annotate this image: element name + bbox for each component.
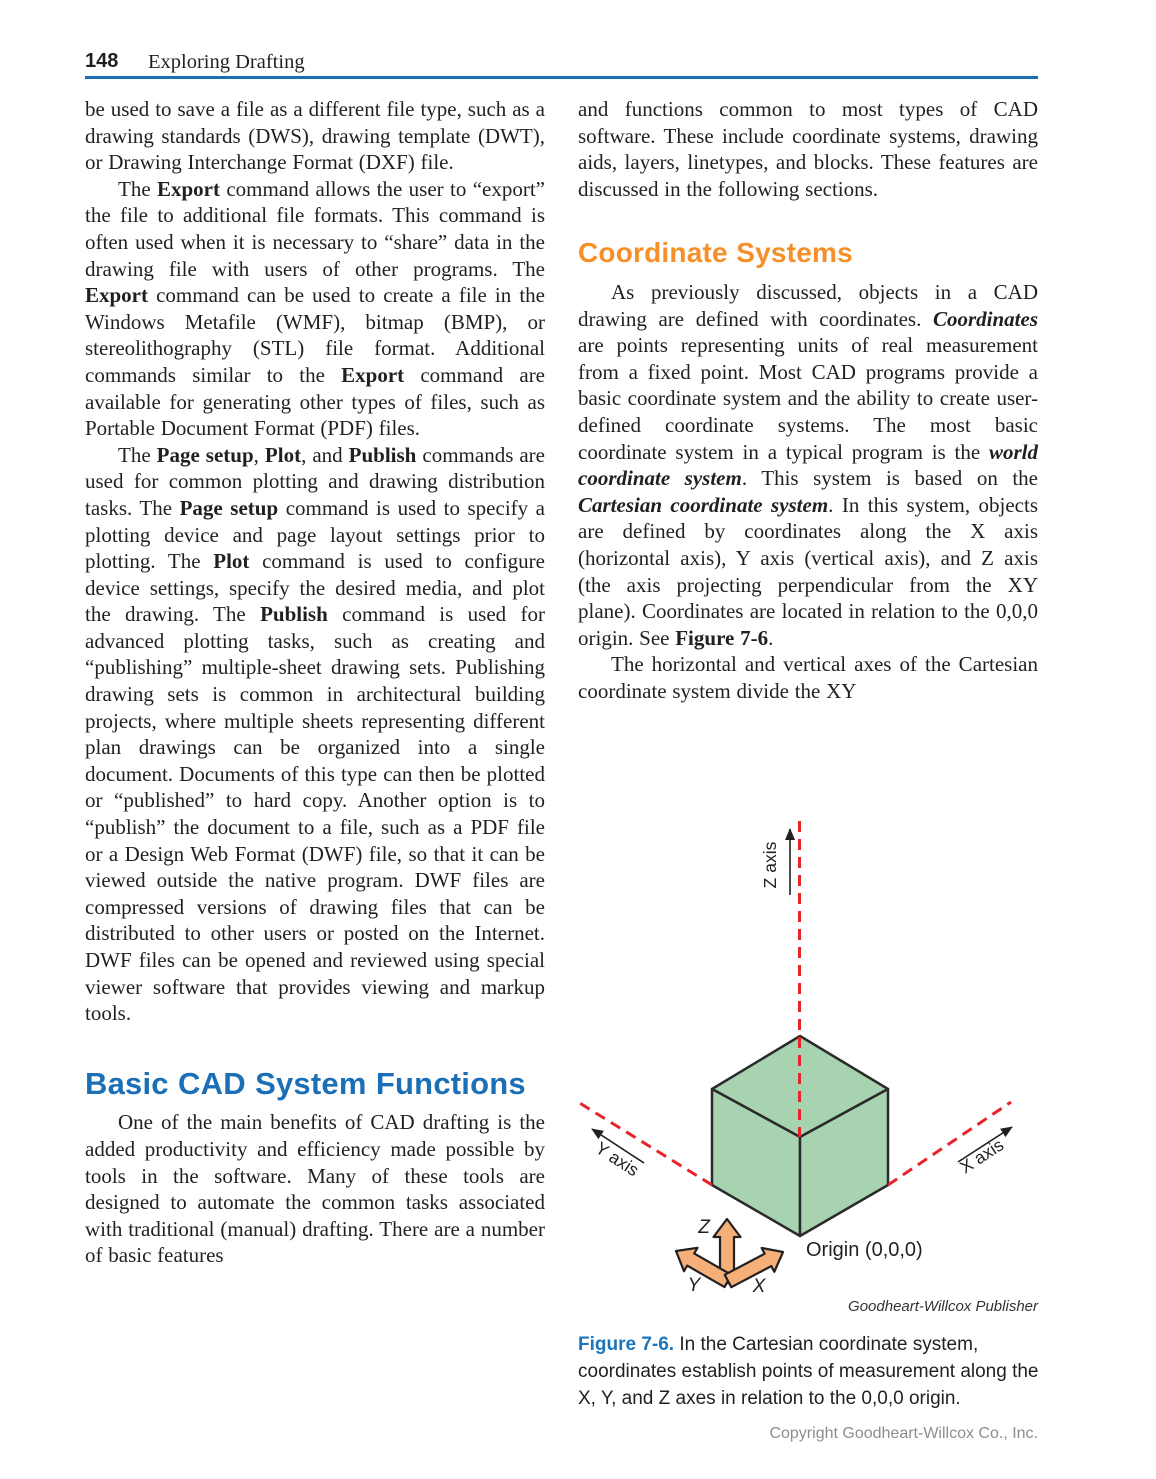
section-heading-basic-cad-system-functions: Basic CAD System Functions	[85, 1065, 526, 1101]
paragraph: The horizontal and vertical axes of the Cartesian coordinate system divide the XY	[578, 652, 1038, 703]
paragraph: The Page setup, Plot, and Publish commands are used for common plotting and drawing distribution tasks. The Page setup command is used to specify a plotting device and page layout settings prior to plotting. The Plot command is used to configure device settings, specify the desired media, and plot the drawing. The Publish command is used for advanced plotting tasks, such as creating and “publishing” multiple-sheet drawing sets. Publishing drawing sets is common in architectural building projects, where multiple sheets representing different plan drawings can be organized into a single document. Documents of this type can then be plotted or “published” to hard copy. Another option is to “publish” the document to a file, such as a PDF file or a Design Web Format (DWF) file, so that it can be viewed outside the native program. DWF files are compressed versions of drawing files that can be distributed to other users or posted on the Internet. DWF files can be opened and reviewed using special viewer software that provides viewing and markup tools.	[85, 442, 546, 1026]
paragraph: The Export command allows the user to “export” the file to additional file formats. This command is often used when it is necessary to “share” data in the drawing file with users of other programs. The Export command can be used to create a file in the Windows Metafile (WMF), bitmap (BMP), or stereolithography (STL) file format. Additional commands similar to the Export command are available for generating other types of files, such as Portable Document Format (PDF) files.	[85, 176, 546, 441]
copyright-footer: Copyright Goodheart-Willcox Co., Inc.	[769, 1425, 1038, 1442]
paragraph: As previously discussed, objects in a CAD drawing are defined with coordinates. Coordinates are points representing units of real measurement from a fixed point. Most CAD programs provide a basic coordinate system and the ability to create user-defined coordinate systems. The most basic coordinate system in a typical program is the world coordinate system. This system is based on the Cartesian coordinate system. In this system, objects are defined by coordinates along the X axis (horizontal axis), Y axis (vertical axis), and Z axis (the axis projecting perpendicular from the XY plane). Coordinates are located in relation to the 0,0,0 origin. See Figure 7-6.	[578, 279, 1038, 650]
ucs-x-label: X	[752, 1276, 766, 1297]
paragraph: One of the main benefits of CAD drafting is the added productivity and efficiency made possible by tools in the software. Many of these tools are designed to automate the common tasks associated with traditional (manual) drafting. There are a number of basic features	[85, 1110, 545, 1268]
page-number: 148	[85, 50, 119, 72]
y-axis-label: Y axis	[591, 1137, 643, 1181]
ucs-axes-icon	[676, 1217, 783, 1297]
figure-credit: Goodheart-Willcox Publisher	[848, 1298, 1038, 1315]
z-axis-label: Z axis	[760, 841, 780, 889]
left-column	[85, 96, 545, 1269]
right-column	[578, 96, 1038, 704]
ucs-z-label: Z	[698, 1217, 710, 1238]
subsection-heading-coordinate-systems: Coordinate Systems	[578, 237, 853, 269]
origin-label: Origin (0,0,0)	[806, 1239, 923, 1261]
x-axis-label: X axis	[956, 1134, 1008, 1178]
figure-caption: Figure 7-6. In the Cartesian coordinate system, coordinates establish points of measurement along the X, Y, and Z axes in relation to the 0,0,0 origin.	[578, 1334, 1039, 1409]
figure-7-6-diagram	[578, 815, 1038, 1315]
paragraph: and functions common to most types of CAD software. These include coordinate systems, drawing aids, layers, linetypes, and blocks. These features are discussed in the following sections.	[578, 97, 1038, 201]
paragraph: be used to save a file as a different file type, such as a drawing standards (DWS), drawing template (DWT), or Drawing Interchange Format (DXF) file.	[85, 97, 545, 175]
running-head-title: Exploring Drafting	[148, 51, 305, 73]
header-rule	[85, 76, 1038, 79]
ucs-y-label: Y	[687, 1275, 701, 1296]
